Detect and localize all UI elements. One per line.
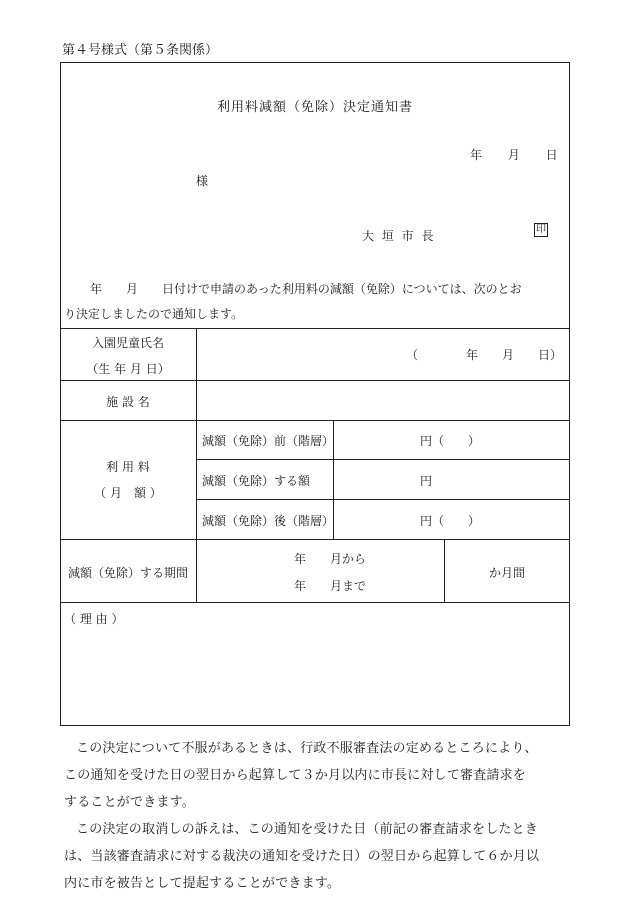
row-divider <box>196 499 570 500</box>
document-title: 利用料減額（免除）決定通知書 <box>216 100 413 115</box>
row-divider <box>60 539 570 540</box>
footer-p1-line1: この決定について不服があるときは、行政不服審査法の定めるところにより、 <box>76 741 538 756</box>
row-divider <box>60 380 570 381</box>
fee-monthly-label: （ 月 額 ） <box>94 486 162 500</box>
row-divider <box>60 602 570 603</box>
footer-p2-line3: 内に市を被告として提起することができます。 <box>64 876 341 891</box>
footer-p2-line1: この決定の取消しの訴えは、この通知を受けた日（前記の審査請求をしたとき <box>76 822 539 837</box>
addressee-suffix: 様 <box>196 174 209 188</box>
row-divider <box>196 459 570 460</box>
issuer-name: 大 垣 市 長 <box>362 229 436 243</box>
form-number: 第４号様式（第５条関係） <box>62 43 219 58</box>
period-label: 減額（免除）する期間 <box>67 566 188 580</box>
body-text-line-1: 年 月 日付けで申請のあった利用料の減額（免除）については、次のとお <box>90 282 522 296</box>
fee-after-value: 円（ ） <box>420 514 481 528</box>
issue-date: 年 月 日 <box>470 148 558 162</box>
fee-label: 利 用 料 <box>106 460 150 474</box>
footer-p1-line2: この通知を受けた日の翌日から起算して３か月以内に市長に対して審査請求を <box>64 768 527 783</box>
child-birth-value: （ 年 月 日） <box>406 348 563 362</box>
period-months: か月間 <box>488 566 525 580</box>
body-text-line-2: り決定しましたので通知します。 <box>64 307 244 321</box>
reason-label: （ 理 由 ） <box>64 612 124 626</box>
seal-mark: 印 <box>536 224 546 235</box>
period-from: 年 月から <box>294 552 367 566</box>
fee-amount-label: 減額（免除）する額 <box>202 474 311 488</box>
facility-label: 施 設 名 <box>106 395 150 409</box>
row-divider <box>60 328 570 329</box>
period-to: 年 月まで <box>294 579 367 593</box>
fee-after-label: 減額（免除）後（階層） <box>202 514 335 528</box>
column-divider <box>196 328 197 602</box>
fee-before-label: 減額（免除）前（階層） <box>202 434 335 448</box>
footer-p2-line2: は、当該審査請求に対する裁決の通知を受けた日）の翌日から起算して６か月以 <box>64 849 540 864</box>
child-birth-label: （生 年 月 日） <box>86 362 170 376</box>
child-name-label: 入園児童氏名 <box>91 336 164 350</box>
fee-before-value: 円（ ） <box>420 434 481 448</box>
row-divider <box>60 420 570 421</box>
footer-p1-line3: することができます。 <box>64 795 195 810</box>
fee-amount-value: 円 <box>420 474 433 488</box>
